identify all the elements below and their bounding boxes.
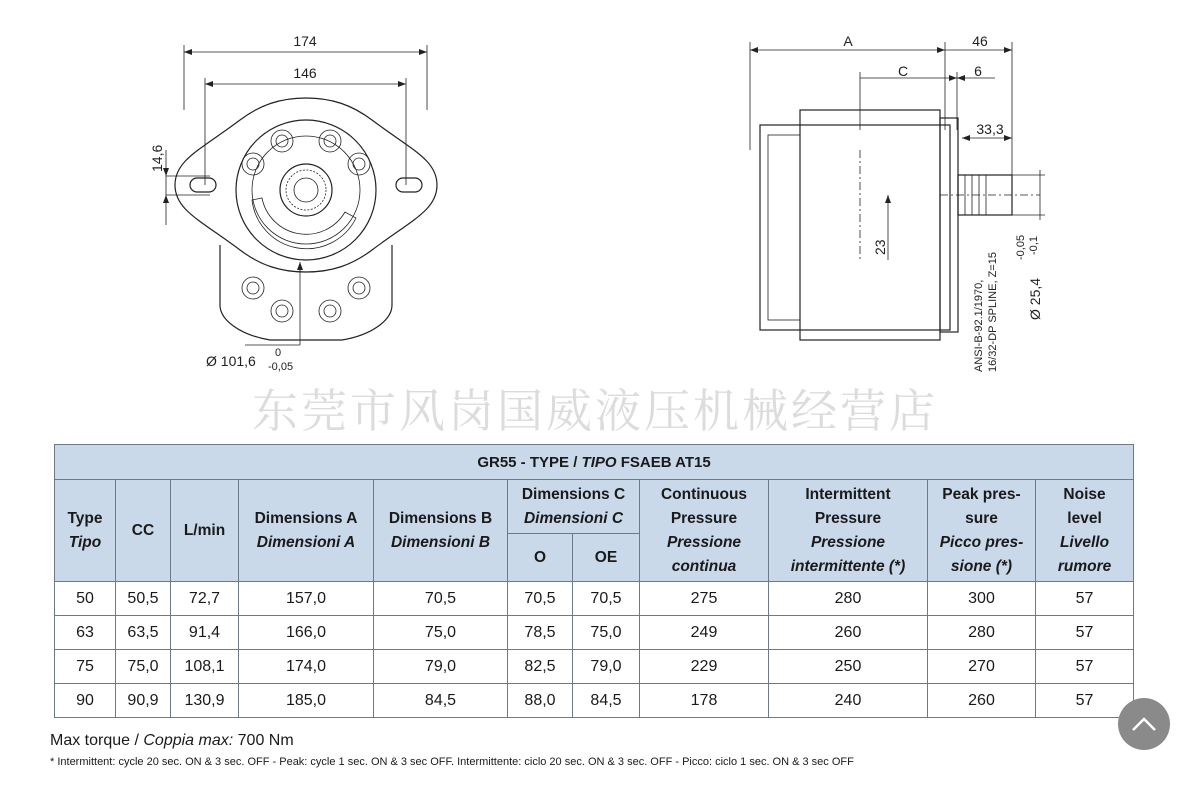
torque-value: 700 Nm	[233, 732, 294, 749]
header-noise-it2: rumore	[1057, 557, 1112, 575]
table-cell: 50,5	[116, 582, 171, 616]
spec-table-wrapper	[54, 444, 1133, 718]
header-dim-a-it: Dimensioni A	[256, 533, 356, 551]
table-cell: 229	[640, 650, 769, 684]
header-cont-line1: Continuous	[660, 485, 748, 503]
table-cell: 84,5	[573, 684, 640, 718]
header-dim-c-it: Dimensioni C	[523, 509, 624, 527]
header-dim-b-en: Dimensions B	[388, 509, 493, 527]
front-view-drawing	[149, 33, 437, 373]
watermark-text: 东莞市风岗国威液压机械经营店	[252, 384, 938, 438]
header-dim-c-en: Dimensions C	[521, 485, 626, 503]
table-cell: 280	[928, 616, 1036, 650]
header-dim-c	[508, 480, 640, 534]
footnote: * Intermittent: cycle 20 sec. ON & 3 sec. OFF - Peak: cycle 1 sec. ON & 3 sec OFF. Intermittente: ciclo 20 sec. ON & 3 sec. OFF - Picco: ciclo 1 sec. ON & 3 sec OFF	[50, 756, 854, 768]
table-cell: 57	[1036, 684, 1134, 718]
spec-table	[54, 444, 1134, 718]
table-cell: 75,0	[374, 616, 508, 650]
dim-14-6: 14,6	[149, 144, 165, 172]
notes-section	[50, 730, 1110, 768]
header-dim-c-oe: OE	[573, 534, 640, 582]
table-cell: 75	[55, 650, 116, 684]
table-cell: 88,0	[508, 684, 573, 718]
table-cell: 70,5	[573, 582, 640, 616]
header-type-en: Type	[67, 509, 103, 527]
dim-46: 46	[972, 33, 988, 49]
diameter-label: Ø 101,6	[206, 353, 256, 369]
header-inter-it2: intermittente (*)	[790, 557, 906, 575]
table-cell: 79,0	[374, 650, 508, 684]
shaft-diameter: Ø 25,4	[1027, 277, 1043, 320]
header-dim-c-o: O	[508, 534, 573, 582]
table-cell: 108,1	[171, 650, 239, 684]
header-type	[55, 480, 116, 582]
table-cell: 79,0	[573, 650, 640, 684]
header-inter-line2: Pressure	[814, 509, 882, 527]
shaft-tol-lower: -0,1	[1028, 236, 1040, 255]
table-title-italic: TIPO	[581, 453, 617, 471]
table-cell: 90	[55, 684, 116, 718]
chevron-up-icon	[1130, 715, 1158, 733]
header-cont-it2: continua	[671, 557, 737, 575]
header-noise-it1: Livello	[1059, 533, 1110, 551]
diameter-tol-upper: 0	[275, 347, 282, 359]
header-noise-line1: Noise	[1063, 485, 1106, 503]
table-cell: 70,5	[374, 582, 508, 616]
table-row	[55, 650, 1134, 684]
table-cell: 275	[640, 582, 769, 616]
header-noise-level	[1036, 480, 1134, 582]
header-lmin: L/min	[171, 480, 239, 582]
table-cell: 75,0	[116, 650, 171, 684]
table-cell: 63	[55, 616, 116, 650]
table-title	[55, 445, 1134, 480]
header-dim-b-it: Dimensioni B	[390, 533, 491, 551]
table-cell: 250	[769, 650, 928, 684]
table-cell: 260	[928, 684, 1036, 718]
table-cell: 185,0	[239, 684, 374, 718]
table-cell: 280	[769, 582, 928, 616]
header-noise-line2: level	[1067, 509, 1102, 527]
table-title-prefix: GR55 - TYPE /	[477, 453, 582, 471]
header-peak-line2: sure	[965, 509, 998, 527]
table-cell: 78,5	[508, 616, 573, 650]
header-peak-pressure	[928, 480, 1036, 582]
header-cont-line2: Pressure	[670, 509, 738, 527]
shaft-tol-upper: -0,05	[1015, 234, 1027, 260]
max-torque-note	[50, 730, 1110, 752]
table-cell: 91,4	[171, 616, 239, 650]
dim-23: 23	[872, 239, 888, 255]
side-view-drawing	[750, 33, 1045, 372]
pump-drawings-svg	[0, 0, 1185, 380]
header-dim-a	[239, 480, 374, 582]
table-title-suffix: FSAEB AT15	[616, 453, 711, 471]
spline-note-line2: 16/32-DP SPLINE, Z=15	[987, 252, 999, 372]
table-cell: 75,0	[573, 616, 640, 650]
table-cell: 157,0	[239, 582, 374, 616]
technical-drawings	[0, 0, 1185, 380]
table-cell: 50	[55, 582, 116, 616]
table-cell: 63,5	[116, 616, 171, 650]
dim-6: 6	[974, 63, 982, 79]
header-peak-it1: Picco pres-	[939, 533, 1024, 551]
header-dim-b	[374, 480, 508, 582]
spline-note-line1: ANSI-B-92.1/1970,	[973, 279, 985, 372]
header-type-it: Tipo	[68, 533, 102, 551]
header-inter-it1: Pressione	[810, 533, 886, 551]
table-row	[55, 582, 1134, 616]
table-cell: 130,9	[171, 684, 239, 718]
dim-146: 146	[293, 65, 317, 81]
header-cont-it1: Pressione	[666, 533, 742, 551]
table-cell: 270	[928, 650, 1036, 684]
table-cell: 178	[640, 684, 769, 718]
table-cell: 72,7	[171, 582, 239, 616]
header-continuous-pressure	[640, 480, 769, 582]
table-cell: 90,9	[116, 684, 171, 718]
header-intermittent-pressure	[769, 480, 928, 582]
table-row	[55, 684, 1134, 718]
scroll-to-top-button[interactable]	[1118, 698, 1170, 750]
dim-33-3: 33,3	[976, 121, 1004, 137]
table-cell: 174,0	[239, 650, 374, 684]
table-row	[55, 616, 1134, 650]
table-cell: 82,5	[508, 650, 573, 684]
dim-174: 174	[293, 33, 317, 49]
diameter-tol-lower: -0,05	[268, 361, 294, 373]
header-inter-line1: Intermittent	[805, 485, 891, 503]
table-cell: 84,5	[374, 684, 508, 718]
table-cell: 57	[1036, 650, 1134, 684]
header-peak-it2: sione (*)	[950, 557, 1013, 575]
table-cell: 249	[640, 616, 769, 650]
table-cell: 300	[928, 582, 1036, 616]
dim-A: A	[843, 33, 853, 49]
torque-label-italic: Coppia max:	[143, 732, 234, 749]
table-cell: 57	[1036, 616, 1134, 650]
torque-label: Max torque /	[50, 732, 144, 749]
table-body	[55, 582, 1134, 718]
table-cell: 70,5	[508, 582, 573, 616]
table-cell: 166,0	[239, 616, 374, 650]
header-dim-a-en: Dimensions A	[254, 509, 358, 527]
table-cell: 57	[1036, 582, 1134, 616]
table-cell: 260	[769, 616, 928, 650]
table-cell: 240	[769, 684, 928, 718]
header-cc: CC	[116, 480, 171, 582]
header-peak-line1: Peak pres-	[942, 485, 1021, 503]
dim-C: C	[897, 63, 909, 79]
